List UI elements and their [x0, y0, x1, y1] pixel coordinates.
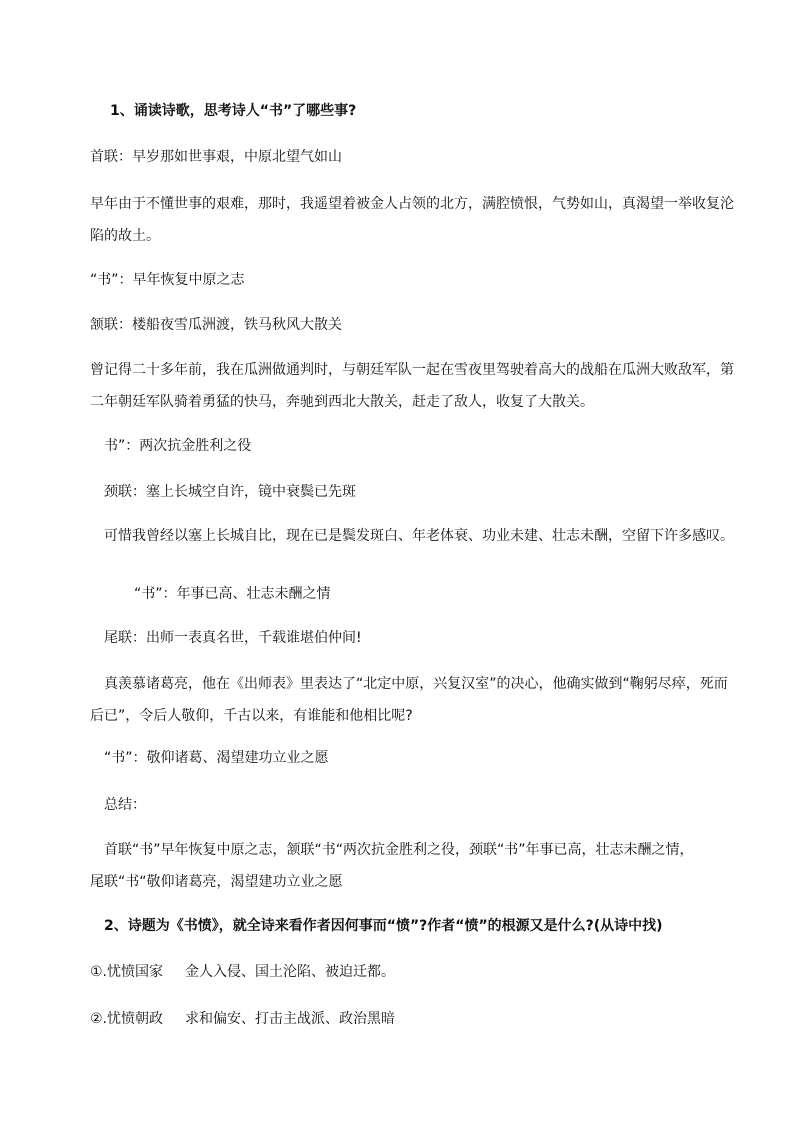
- answer-item-1-label: ①.忧愤国家: [90, 964, 164, 980]
- summary-line-2: 尾联“书“敬仰诸葛亮，渴望建功立业之愿: [90, 874, 343, 890]
- couplet-1-shu: “书”：早年恢复中原之志: [90, 272, 245, 288]
- question-2-title: 2、诗题为《书愤》，就全诗来看作者因何事而“愤”?作者“愤”的根源又是什么?(从诗中找): [104, 918, 663, 934]
- answer-item-2-label: ②.忧愤朝政: [90, 1011, 164, 1027]
- couplet-1-paraphrase-line-2: 陷的故土。: [90, 228, 160, 244]
- couplet-2-paraphrase-line-1: 曾记得二十多年前，我在瓜洲做通判时，与朝廷军队一起在雪夜里驾驶着高大的战船在瓜洲大败敌军，第: [90, 362, 734, 378]
- question-1-title: 1、诵读诗歌，思考诗人“书”了哪些事?: [110, 103, 357, 119]
- couplet-4-paraphrase-line-2: 后已”，令后人敬仰，千古以来，有谁能和他相比呢?: [90, 708, 413, 724]
- couplet-4-shu: “书”：敬仰诸葛、渴望建功立业之愿: [104, 750, 329, 766]
- couplet-3-paraphrase: 可惜我曾经以塞上长城自比，现在已是鬓发斑白、年老体衰、功业未建、壮志未酬，空留下许多感叹。: [104, 528, 734, 544]
- summary-line-1: 首联“书”早年恢复中原之志，颔联“书“两次抗金胜利之役，颈联“书”年事已高，壮志未酬之情，: [104, 842, 694, 858]
- couplet-4-paraphrase-line-1: 真羡慕诸葛亮，他在《出师表》里表达了“北定中原，兴复汉室”的决心，他确实做到“鞠躬尽瘁，死而: [104, 676, 728, 692]
- couplet-4-heading: 尾联：出师一表真名世，千载谁堪伯仲间!: [104, 630, 362, 646]
- couplet-1-heading: 首联：早岁那如世事艰，中原北望气如山: [90, 149, 342, 165]
- couplet-3-shu: “书”：年事已高、壮志未酬之情: [134, 586, 331, 602]
- couplet-2-paraphrase-line-2: 二年朝廷军队骑着勇猛的快马，奔驰到西北大散关，赶走了敌人，收复了大散关。: [90, 394, 594, 410]
- couplet-2-shu: 书”：两次抗金胜利之役: [104, 438, 252, 454]
- answer-item-1: [90, 962, 395, 982]
- answer-item-2-text: 求和偏安、打击主战派、政治黑暗: [185, 1011, 396, 1027]
- answer-item-2: [90, 1009, 395, 1029]
- couplet-3-heading: 颈联：塞上长城空自许，镜中衰鬓已先斑: [104, 484, 356, 500]
- couplet-1-paraphrase-line-1: 早年由于不懂世事的艰难，那时，我遥望着被金人占领的北方，满腔愤恨，气势如山，真渴望一举收复沦: [90, 196, 734, 212]
- summary-label: 总结：: [104, 797, 146, 813]
- couplet-2-heading: 颔联：楼船夜雪瓜洲渡，铁马秋风大散关: [90, 317, 342, 333]
- answer-item-1-text: 金人入侵、国土沦陷、被迫迁都。: [185, 964, 396, 980]
